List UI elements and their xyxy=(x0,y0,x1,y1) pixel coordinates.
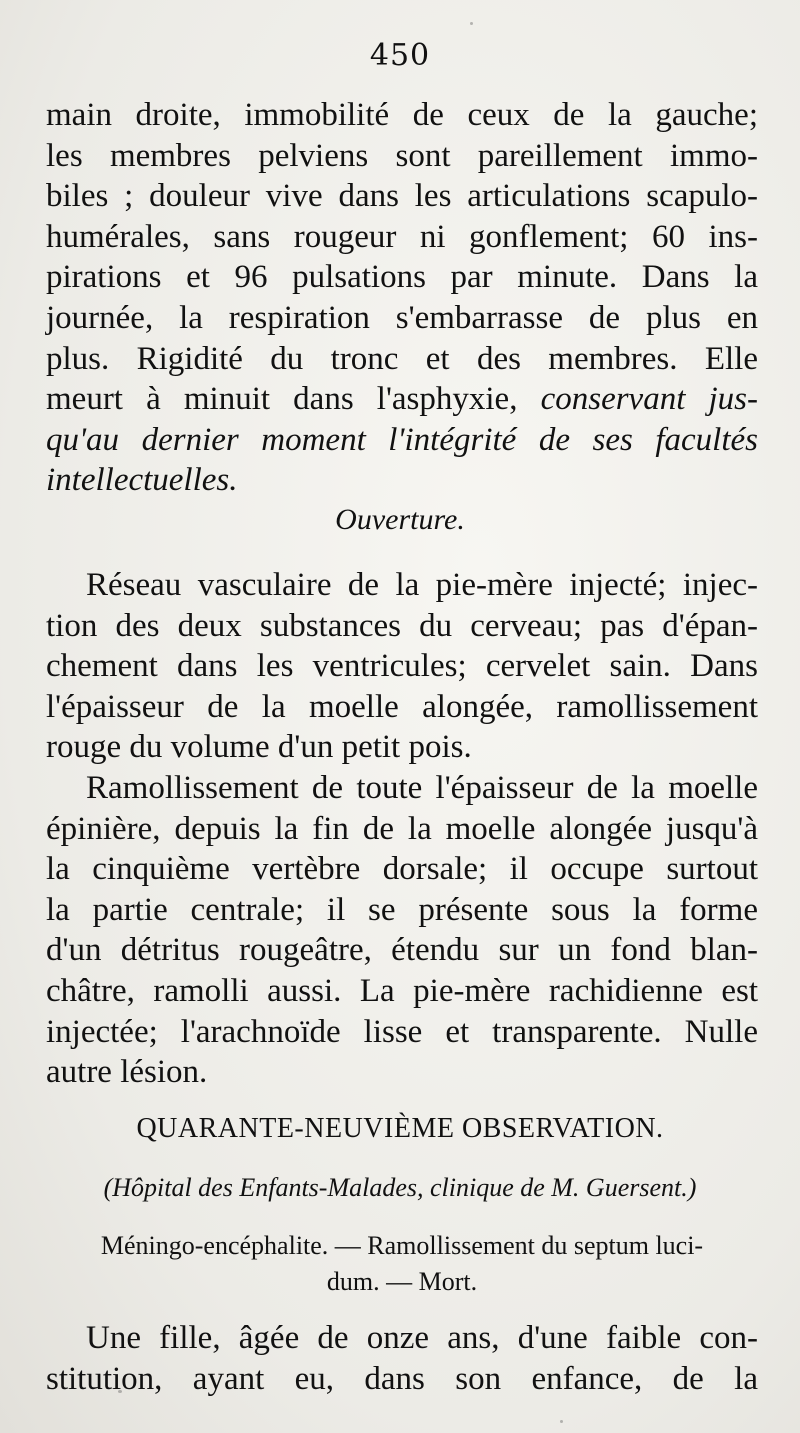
text-line: chement dans les ventricules; cervelet sain. Dans xyxy=(46,648,758,685)
page-number: 450 xyxy=(369,38,431,73)
italic-line: qu'au dernier moment l'intégrité de ses facultés xyxy=(46,421,758,458)
paper-speck xyxy=(118,1390,122,1393)
paragraphs-autopsy xyxy=(46,565,758,1093)
paragraph-new-case xyxy=(46,1318,758,1399)
text-line: tion des deux substances du cerveau; pas d'épan- xyxy=(46,607,758,644)
text-line: stitution, ayant eu, dans son enfance, de la xyxy=(46,1360,758,1397)
paper-speck xyxy=(470,22,473,25)
subheading-ouverture: Ouverture. xyxy=(335,503,465,536)
text-line: main droite, immobilité de ceux de la gauche; xyxy=(46,97,758,133)
summary-line: dum. — Mort. xyxy=(326,1267,478,1296)
observation-source: (Hôpital des Enfants-Malades, clinique de M. Guersent.) xyxy=(103,1173,697,1202)
text-line: Ramollissement de toute l'épaisseur de la moelle xyxy=(86,769,758,806)
text-line: l'épaisseur de la moelle alongée, ramollissement xyxy=(46,688,758,725)
text-line: Réseau vasculaire de la pie-mère injecté; injec- xyxy=(86,567,758,603)
paragraph-case-continuation xyxy=(46,95,758,501)
text-line: Une fille, âgée de onze ans, d'une faible con- xyxy=(86,1320,758,1356)
text-line: plus. Rigidité du tronc et des membres. Elle xyxy=(46,340,758,377)
text-line: d'un détritus rougeâtre, étendu sur un fond blan- xyxy=(46,932,758,969)
italic-line: intellectuelles. xyxy=(46,462,238,499)
text-line: autre lésion. xyxy=(46,1054,208,1091)
text-line-mixed xyxy=(46,379,758,420)
text-line: rouge du volume d'un petit pois. xyxy=(46,729,472,766)
observation-heading: QUARANTE-NEUVIÈME OBSERVATION. xyxy=(136,1113,664,1144)
text-line: injectée; l'arachnoïde lisse et transparente. Nulle xyxy=(46,1013,758,1050)
paper-speck xyxy=(560,1420,563,1423)
summary-line: Méningo-encéphalite. — Ramollissement du septum luci- xyxy=(100,1231,704,1260)
text-line: biles ; douleur vive dans les articulations scapulo- xyxy=(46,178,758,215)
text-segment: meurt à minuit dans l'asphyxie, xyxy=(46,381,541,418)
text-line: les membres pelviens sont pareillement immo- xyxy=(46,137,758,174)
text-line: la cinquième vertèbre dorsale; il occupe surtout xyxy=(46,851,758,888)
observation-summary xyxy=(46,1228,758,1300)
text-line: la partie centrale; il se présente sous la forme xyxy=(46,891,758,928)
text-line: pirations et 96 pulsations par minute. Dans la xyxy=(46,259,758,296)
italic-segment: conservant jus- xyxy=(540,381,758,418)
text-line: humérales, sans rougeur ni gonflement; 60 ins- xyxy=(46,218,758,255)
text-line: châtre, ramolli aussi. La pie-mère rachidienne est xyxy=(46,972,758,1009)
text-line: journée, la respiration s'embarrasse de plus en xyxy=(46,299,758,336)
text-line: épinière, depuis la fin de la moelle alongée jusqu'à xyxy=(46,810,758,847)
